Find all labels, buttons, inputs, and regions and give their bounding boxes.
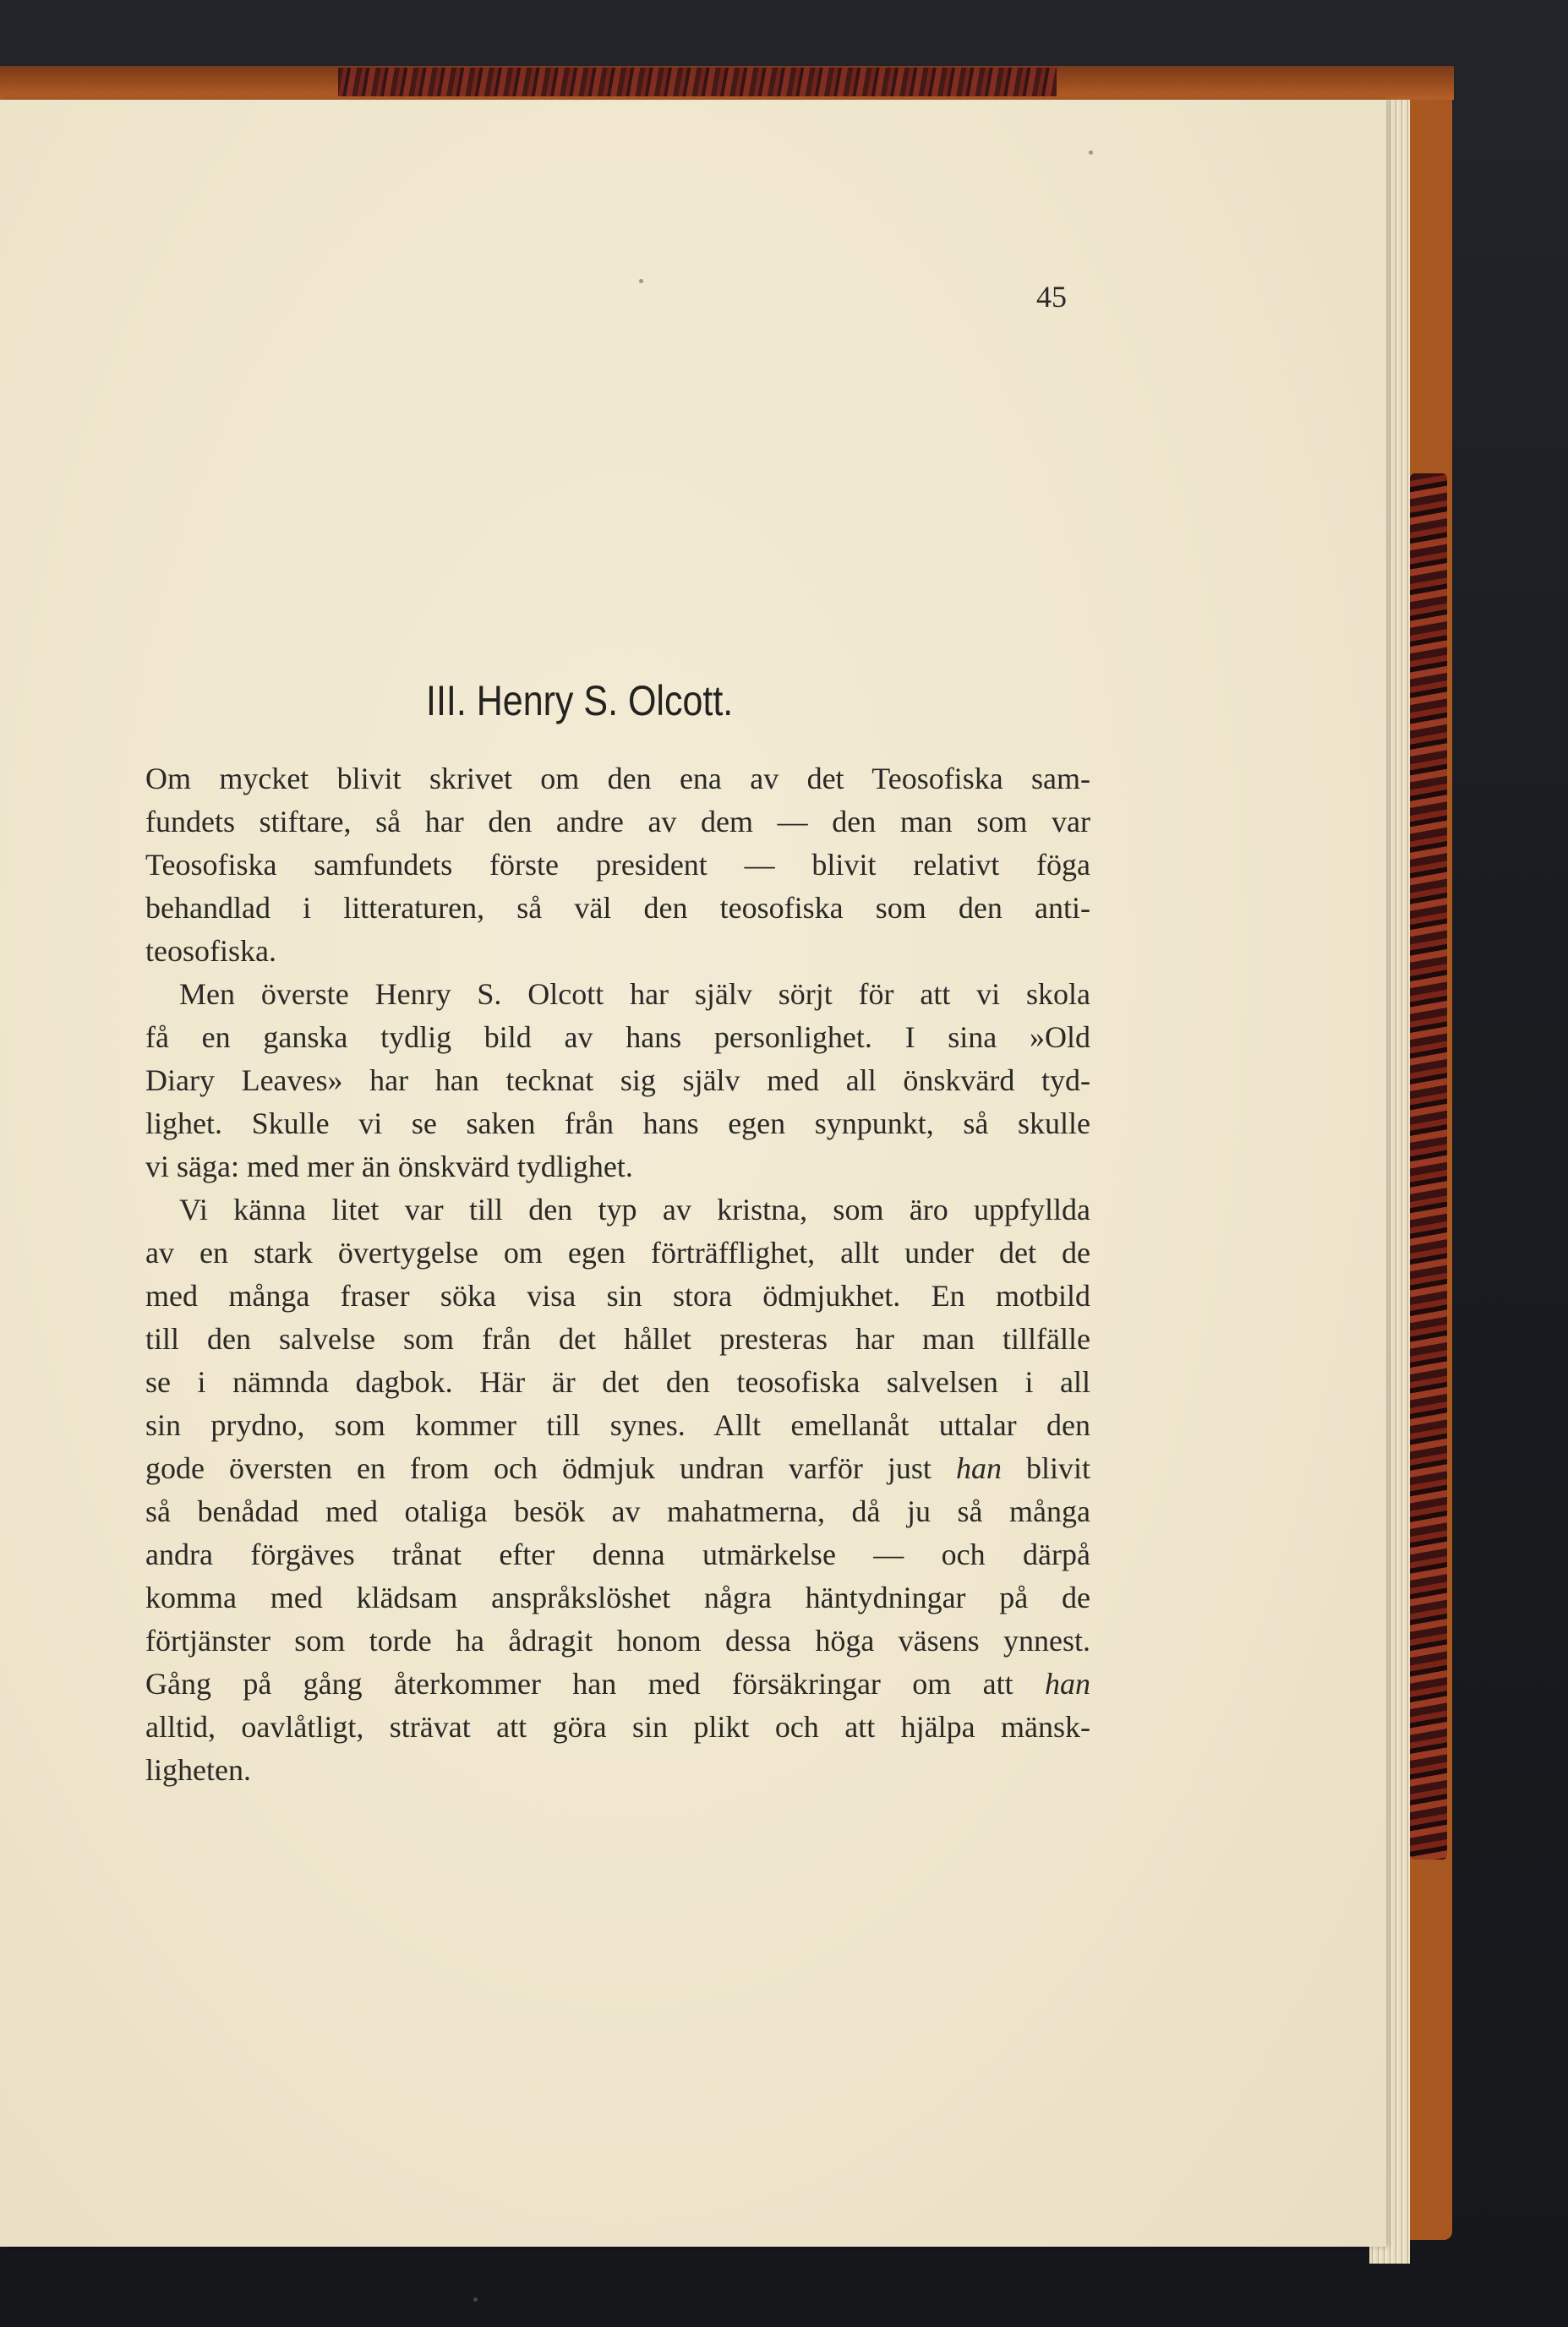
text-line: få en ganska tydlig bild av hans personlighet. I sina »Old	[145, 1020, 1090, 1054]
text-line: lighet. Skulle vi se saken från hans egen synpunkt, så skulle	[145, 1106, 1090, 1140]
paper-speck	[1089, 150, 1093, 155]
page-number: 45	[1036, 280, 1067, 314]
text-line: så benådad med otaliga besök av mahatmerna, då ju så många	[145, 1494, 1090, 1528]
paper-speck	[473, 2297, 478, 2302]
text-line: med många fraser söka visa sin stora ödmjukhet. En motbild	[145, 1279, 1090, 1313]
text-line: teosofiska.	[145, 934, 276, 968]
text-line: komma med klädsam anspråkslöshet några häntydningar på de	[145, 1581, 1090, 1614]
text-line: förtjänster som torde ha ådragit honom dessa höga väsens ynnest.	[145, 1624, 1090, 1658]
chapter-heading: III. Henry S. Olcott.	[426, 677, 734, 724]
text-line: Men överste Henry S. Olcott har själv sörjt för att vi skola	[179, 977, 1090, 1011]
text-line: Om mycket blivit skrivet om den ena av det Teosofiska sam-	[145, 762, 1090, 795]
text-line: se i nämnda dagbok. Här är det den teosofiska salvelsen i all	[145, 1365, 1090, 1399]
text-line: andra förgäves trånat efter denna utmärkelse — och därpå	[145, 1538, 1090, 1571]
text-line: Diary Leaves» har han tecknat sig själv med all önskvärd tyd-	[145, 1063, 1090, 1097]
body-text	[145, 757, 1090, 1792]
text-line: fundets stiftare, så har den andre av dem — den man som var	[145, 805, 1090, 838]
text-line: Teosofiska samfundets förste president — blivit relativt föga	[145, 848, 1090, 882]
text-line: Vi känna litet var till den typ av kristna, som äro uppfyllda	[179, 1193, 1090, 1226]
marbled-side-edge	[1410, 473, 1447, 1860]
text-line: gode översten en from och ödmjuk undran varför just han blivit	[145, 1451, 1090, 1485]
paper-speck	[639, 279, 643, 283]
text-line: till den salvelse som från det hållet presteras har man tillfälle	[145, 1322, 1090, 1356]
text-line: ligheten.	[145, 1753, 251, 1787]
text-line: behandlad i litteraturen, så väl den teosofiska som den anti-	[145, 891, 1090, 925]
text-line: av en stark övertygelse om egen förträfflighet, allt under det de	[145, 1236, 1090, 1270]
text-line: vi säga: med mer än önskvärd tydlighet.	[145, 1150, 633, 1183]
text-line: Gång på gång återkommer han med försäkringar om att han	[145, 1667, 1090, 1701]
text-line: sin prydno, som kommer till synes. Allt emellanåt uttalar den	[145, 1408, 1090, 1442]
marbled-binding-strip	[338, 68, 1057, 96]
text-line: alltid, oavlåtligt, strävat att göra sin plikt och att hjälpa mänsk-	[145, 1710, 1090, 1744]
